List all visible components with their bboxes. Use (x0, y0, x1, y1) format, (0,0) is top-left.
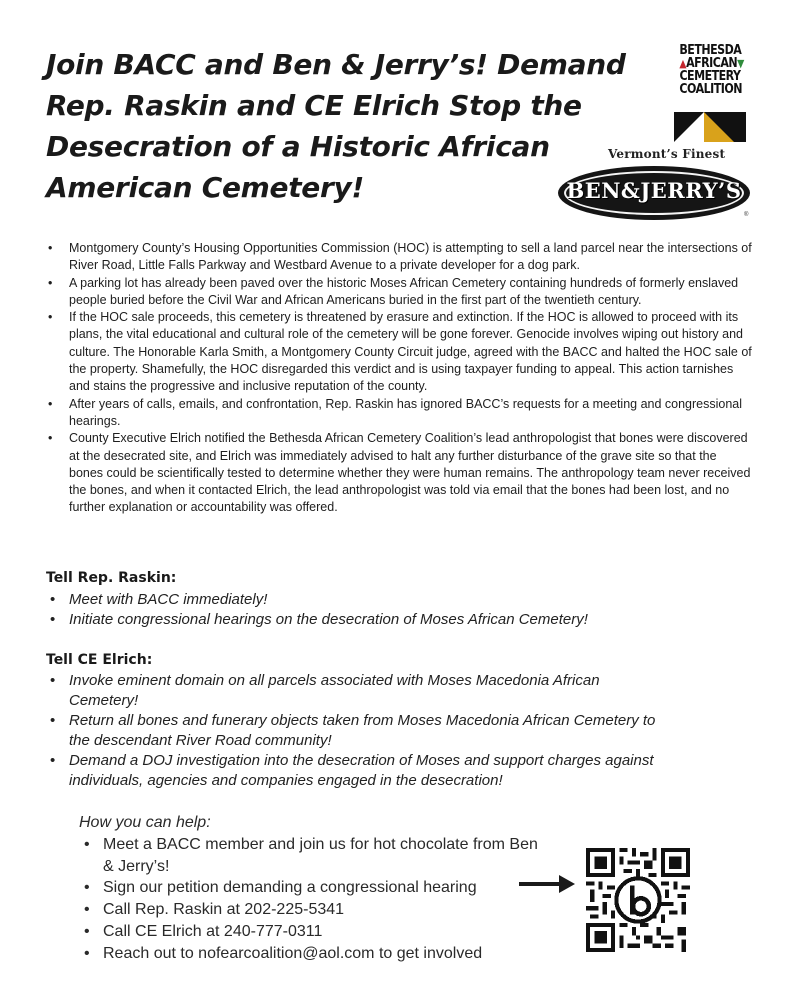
qr-code-icon[interactable] (586, 848, 690, 952)
bj-tagline: Vermont’s Finest (608, 147, 726, 161)
help-item: • Meet a BACC member and join us for hot chocolate from Ben & Jerry’s! (79, 834, 539, 877)
raskin-demand-item: • Meet with BACC immediately! (46, 590, 746, 610)
fact-item: • After years of calls, emails, and confrontation, Rep. Raskin has ignored BACC’s requests for a meeting and congressional hearings. (46, 396, 752, 431)
elrich-heading: Tell CE Elrich: (46, 652, 153, 668)
bj-brand-name: BEN&JERRY’S (566, 178, 742, 203)
help-list (79, 834, 539, 964)
raskin-demands-list (46, 590, 746, 630)
bacc-logo-line: BETHESDA (679, 43, 742, 58)
help-item: • Sign our petition demanding a congressional hearing (79, 877, 539, 899)
help-title: How you can help: (79, 814, 211, 831)
bj-oval-badge (558, 166, 750, 220)
arrow-right-icon (519, 874, 575, 894)
elrich-demand-item: • Invoke eminent domain on all parcels associated with Moses Macedonia African Cemetery! (46, 671, 629, 711)
pyramid-icon (674, 112, 746, 142)
help-item: • Call Rep. Raskin at 202-225-5341 (79, 899, 539, 921)
headline: Join BACC and Ben & Jerry’s! Demand Rep. Raskin and CE Elrich Stop the Desecration of a Historic African American Cemetery! (46, 48, 626, 204)
fact-item: • County Executive Elrich notified the Bethesda African Cemetery Coalition’s lead anthropologist that bones were discovered at the desecrated site, and Elrich was immediately advised to halt any further disturbance of the grave site so that the bones could be scientifically tested to determine whether they were human remains. The anthropology team never received the bones, and when it contacted Elrich, the lead anthropologist was told via email that the bones had been lost, and no further explanation or accountability was offered. (46, 430, 752, 516)
registered-mark: ® (744, 212, 749, 218)
bacc-logo-line: ▲AFRICAN▼ (679, 56, 744, 71)
help-item: • Reach out to nofearcoalition@aol.com to get involved (79, 943, 539, 965)
green-triangle-icon: ▼ (737, 57, 744, 70)
bacc-logo (674, 44, 746, 96)
bacc-logo-line: COALITION (679, 82, 743, 97)
ben-and-jerrys-logo (556, 144, 756, 226)
red-triangle-icon: ▲ (679, 57, 687, 70)
fact-item: • A parking lot has already been paved over the historic Moses African Cemetery containing hundreds of formerly enslaved people buried before the Civil War and African Americans buried in the first part of the twentieth century. (46, 275, 752, 310)
facts-list (46, 240, 752, 517)
elrich-demand-item: • Return all bones and funerary objects taken from Moses Macedonia African Cemetery to the descendant River Road community! (46, 711, 666, 751)
elrich-demand-item: • Demand a DOJ investigation into the desecration of Moses and support charges against individuals, agencies and companies engaged in the desecration! (46, 751, 666, 791)
fact-item: • Montgomery County’s Housing Opportunities Commission (HOC) is attempting to sell a land parcel near the intersections of River Road, Little Falls Parkway and Westbard Avenue to a private developer for a dog park. (46, 240, 752, 275)
raskin-heading: Tell Rep. Raskin: (46, 570, 177, 586)
raskin-demand-item: • Initiate congressional hearings on the desecration of Moses African Cemetery! (46, 610, 746, 630)
help-item: • Call CE Elrich at 240-777-0311 (79, 921, 539, 943)
bacc-logo-line: CEMETERY (679, 69, 741, 84)
elrich-demands-list (46, 671, 666, 791)
fact-item: • If the HOC sale proceeds, this cemetery is threatened by erasure and extinction. If the HOC is allowed to proceed with its plans, the vital educational and cultural role of the cemetery will be gone forever. Genocide involves wiping out history and culture. The Honorable Karla Smith, a Montgomery County Circuit judge, agreed with the BACC and halted the HOC sale of the property. Shamefully, the HOC disregarded this verdict and is using taxpayer funding to appeal. This action tarnishes and stains the progressive and inclusive reputation of the county. (46, 309, 752, 395)
